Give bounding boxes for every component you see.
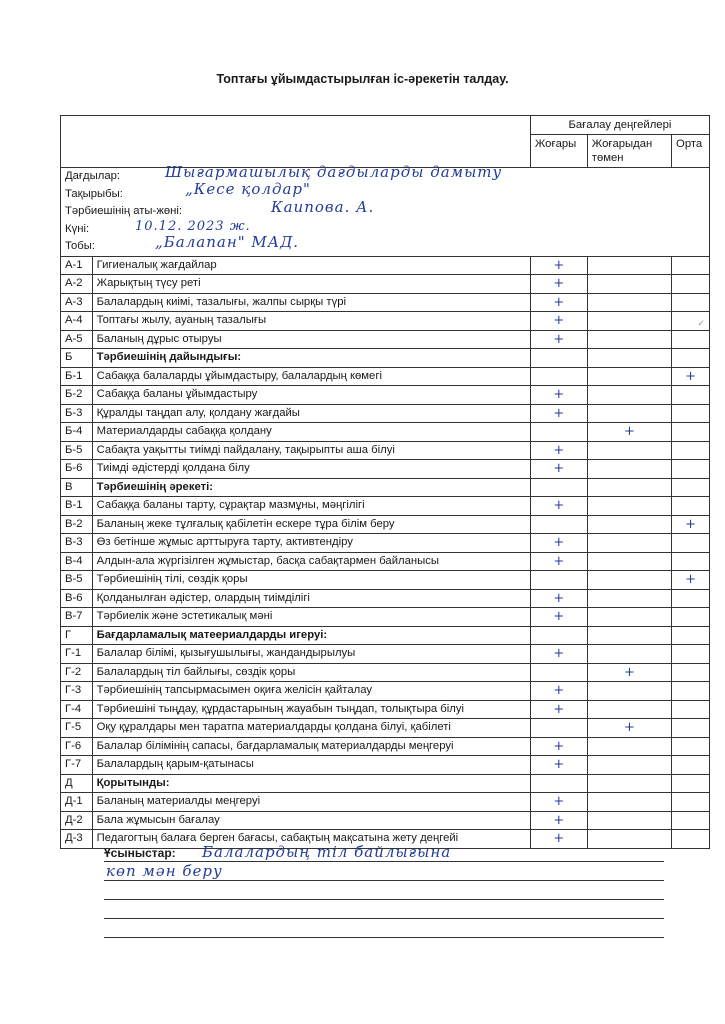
criterion-code: Г-1	[61, 645, 93, 664]
avg-mark-cell	[672, 404, 710, 423]
criterion-row	[61, 404, 710, 423]
avg-mark-cell	[672, 811, 710, 830]
date-value: 10.12. 2023 ж.	[135, 218, 251, 234]
date-filler	[530, 221, 709, 239]
criterion-text: Гигиеналық жағдайлар	[92, 256, 530, 275]
criterion-row	[61, 312, 710, 331]
criterion-text: Сабаққа баланы ұйымдастыру	[92, 386, 530, 405]
mid-mark-cell	[587, 386, 671, 405]
high-mark-cell	[530, 312, 587, 331]
avg-level-header: Орта	[672, 135, 710, 168]
criterion-code: Г-6	[61, 737, 93, 756]
avg-mark-cell	[672, 571, 710, 590]
high-mark-cell	[530, 515, 587, 534]
high-mark-cell	[530, 589, 587, 608]
criterion-code: Г-4	[61, 700, 93, 719]
mid-mark-cell	[587, 552, 671, 571]
check-mark: +	[553, 812, 565, 828]
mid-level-header-line1: Жоғарыдан	[591, 138, 653, 150]
group-label: Тобы:	[65, 240, 96, 253]
criterion-code: А-3	[61, 293, 93, 312]
criterion-row	[61, 811, 710, 830]
criterion-text: Балалардың тіл байлығы, сөздік қоры	[92, 663, 530, 682]
check-mark: +	[623, 664, 635, 680]
avg-mark-cell	[672, 349, 710, 368]
avg-mark-cell	[672, 515, 710, 534]
check-mark: +	[553, 757, 565, 773]
high-mark-cell	[530, 700, 587, 719]
avg-mark-cell	[672, 478, 710, 497]
criterion-text: Балалар білімінің сапасы, бағдарламалық материалдарды меңгеруі	[92, 737, 530, 756]
criterion-text: Тиімді әдістерді қолдана білу	[92, 460, 530, 479]
mid-mark-cell	[587, 497, 671, 516]
check-mark: +	[553, 313, 565, 329]
criterion-code: В-1	[61, 497, 93, 516]
avg-mark-cell	[672, 552, 710, 571]
topic-filler	[530, 186, 709, 204]
criterion-text: Сабаққа балаларды ұйымдастыру, балалардың көмегі	[92, 367, 530, 386]
criterion-code: В-4	[61, 552, 93, 571]
mid-mark-cell	[587, 478, 671, 497]
criterion-code: Д-2	[61, 811, 93, 830]
high-mark-cell	[530, 386, 587, 405]
mid-mark-cell	[587, 367, 671, 386]
criterion-text: Бала жұмысын бағалау	[92, 811, 530, 830]
criterion-row	[61, 645, 710, 664]
criterion-row	[61, 367, 710, 386]
high-mark-cell	[530, 460, 587, 479]
check-mark: +	[553, 701, 565, 717]
criterion-code: Б-3	[61, 404, 93, 423]
high-level-header: Жоғары	[530, 135, 587, 168]
criterion-code: Г	[61, 626, 93, 645]
recommendation-line-1	[104, 843, 664, 862]
table-header-row	[61, 116, 710, 135]
mid-mark-cell	[587, 256, 671, 275]
criterion-code: В-7	[61, 608, 93, 627]
criterion-text: Балалардың қарым-қатынасы	[92, 756, 530, 775]
avg-mark-cell	[672, 756, 710, 775]
section-title: Тәрбиешінің әрекеті:	[92, 478, 530, 497]
skills-row	[61, 168, 710, 186]
check-mark: +	[685, 572, 696, 588]
criterion-text: Тәрбиешіні тыңдау, құрдастарының жауабын тыңдап, толықтыра білуі	[92, 700, 530, 719]
criterion-text: Сабаққа баланы тарту, сұрақтар мазмұны, мәңгілігі	[92, 497, 530, 516]
avg-mark-cell	[672, 275, 710, 294]
recommendation-line-4	[104, 900, 664, 919]
criterion-text: Өз бетінше жұмыс арттыруға тарту, активтендіру	[92, 534, 530, 553]
criterion-code: В-3	[61, 534, 93, 553]
criterion-text: Тәрбиелік және эстетикалық мәні	[92, 608, 530, 627]
avg-mark-cell	[672, 460, 710, 479]
criterion-code: Г-5	[61, 719, 93, 738]
teacher-label: Тәрбиешінің аты-жөні:	[65, 205, 183, 218]
mid-mark-cell	[587, 682, 671, 701]
teacher-filler	[530, 203, 709, 221]
mid-mark-cell	[587, 589, 671, 608]
criterion-text: Топтағы жылу, ауаның тазалығы	[92, 312, 530, 331]
criterion-row	[61, 386, 710, 405]
avg-mark-cell	[672, 367, 710, 386]
avg-mark-cell	[672, 386, 710, 405]
mid-mark-cell	[587, 626, 671, 645]
group-filler	[530, 238, 709, 256]
recommendation-line-2	[104, 862, 664, 881]
avg-mark-cell	[672, 626, 710, 645]
mid-mark-cell	[587, 719, 671, 738]
high-mark-cell	[530, 349, 587, 368]
criterion-text: Балалар білімі, қызығушылығы, жандандырылуы	[92, 645, 530, 664]
avg-mark-cell	[672, 423, 710, 442]
mid-mark-cell	[587, 312, 671, 331]
check-mark: +	[553, 461, 565, 477]
teacher-cell	[61, 198, 531, 221]
criterion-code: А-2	[61, 275, 93, 294]
topic-label: Тақырыбы:	[65, 187, 123, 200]
high-mark-cell	[530, 626, 587, 645]
mid-mark-cell	[587, 608, 671, 627]
mid-mark-cell	[587, 571, 671, 590]
avg-mark-cell	[672, 441, 710, 460]
section-row	[61, 626, 710, 645]
avg-mark-cell	[672, 737, 710, 756]
criterion-row	[61, 663, 710, 682]
criterion-code: Г-2	[61, 663, 93, 682]
high-mark-cell	[530, 256, 587, 275]
recommendations-block	[104, 843, 664, 938]
criterion-text: Тәрбиешінің тапсырмасымен оқиға желісін қайталау	[92, 682, 530, 701]
criterion-row	[61, 700, 710, 719]
high-mark-cell	[530, 497, 587, 516]
criterion-code: Д	[61, 774, 93, 793]
criterion-code: В-6	[61, 589, 93, 608]
check-mark: +	[553, 535, 565, 551]
mid-mark-cell	[587, 330, 671, 349]
criterion-code: Б-1	[61, 367, 93, 386]
criterion-code: Б-2	[61, 386, 93, 405]
section-row	[61, 349, 710, 368]
criterion-row	[61, 608, 710, 627]
high-mark-cell	[530, 552, 587, 571]
criterion-text: Баланың жеке тұлғалық қабілетін ескере тұра білім беру	[92, 515, 530, 534]
teacher-value: Каипова. А.	[271, 198, 375, 216]
criterion-row	[61, 737, 710, 756]
avg-mark-cell	[672, 293, 710, 312]
check-mark: +	[553, 294, 565, 310]
high-mark-cell	[530, 478, 587, 497]
check-mark: +	[553, 331, 565, 347]
faint-mark-icon: ✓	[697, 318, 705, 328]
check-mark: +	[553, 257, 565, 273]
mid-mark-cell	[587, 423, 671, 442]
check-mark: +	[553, 609, 565, 625]
criterion-text: Тәрбиешінің тілі, сөздік қоры	[92, 571, 530, 590]
criterion-row	[61, 441, 710, 460]
avg-mark-cell	[672, 589, 710, 608]
check-mark: +	[553, 387, 565, 403]
criterion-row	[61, 552, 710, 571]
criterion-text: Материалдарды сабаққа қолдану	[92, 423, 530, 442]
high-mark-cell	[530, 645, 587, 664]
high-mark-cell	[530, 534, 587, 553]
topic-value: „Кесе қолдар"	[185, 179, 311, 198]
recommendations-label: Ұсыныстар:	[104, 846, 176, 860]
avg-mark-cell	[672, 719, 710, 738]
high-mark-cell	[530, 774, 587, 793]
high-mark-cell	[530, 275, 587, 294]
high-mark-cell	[530, 571, 587, 590]
criterion-code: Б	[61, 349, 93, 368]
criterion-code: Г-3	[61, 682, 93, 701]
mid-mark-cell	[587, 774, 671, 793]
criterion-row	[61, 515, 710, 534]
criterion-code: В-5	[61, 571, 93, 590]
skills-value: Шығармашылық дағдыларды дамыту	[165, 163, 503, 181]
criterion-row	[61, 719, 710, 738]
mid-mark-cell	[587, 534, 671, 553]
high-mark-cell	[530, 608, 587, 627]
high-mark-cell	[530, 737, 587, 756]
check-mark: +	[553, 498, 565, 514]
criterion-row	[61, 793, 710, 812]
criterion-row	[61, 534, 710, 553]
criterion-text: Педагогтың балаға берген бағасы, сабақтың мақсатына жету деңгейі	[92, 830, 530, 849]
check-mark: +	[685, 368, 696, 384]
mid-mark-cell	[587, 349, 671, 368]
group-cell	[61, 233, 531, 256]
section-title: Бағдарламалық матеериалдарды игеруі:	[92, 626, 530, 645]
check-mark: +	[553, 553, 565, 569]
mid-mark-cell	[587, 404, 671, 423]
recommendation-text-1: Балалардың тіл байлығына	[202, 843, 452, 861]
skills-filler	[530, 168, 709, 186]
recommendation-line-3	[104, 881, 664, 900]
high-mark-cell	[530, 719, 587, 738]
criterion-code: А-5	[61, 330, 93, 349]
evaluation-table	[60, 115, 710, 849]
criterion-code: Б-6	[61, 460, 93, 479]
criterion-row	[61, 293, 710, 312]
criterion-row	[61, 589, 710, 608]
criterion-text: Сабақта уақытты тиімді пайдалану, тақырыпты аша білуі	[92, 441, 530, 460]
section-row	[61, 478, 710, 497]
criterion-row	[61, 330, 710, 349]
recommendation-text-2: көп мән беру	[106, 862, 223, 880]
high-mark-cell	[530, 663, 587, 682]
group-row	[61, 238, 710, 256]
criterion-code: Д-3	[61, 830, 93, 849]
criterion-row	[61, 571, 710, 590]
high-mark-cell	[530, 423, 587, 442]
mid-mark-cell	[587, 293, 671, 312]
criterion-code: В-2	[61, 515, 93, 534]
section-title: Қорытынды:	[92, 774, 530, 793]
criterion-code: В	[61, 478, 93, 497]
skills-label: Дағдылар:	[65, 170, 121, 183]
criterion-code: Д-1	[61, 793, 93, 812]
check-mark: +	[553, 442, 565, 458]
criterion-text: Балалардың киімі, тазалығы, жалпы сырқы түрі	[92, 293, 530, 312]
mid-mark-cell	[587, 700, 671, 719]
criterion-text: Баланың дұрыс отыруы	[92, 330, 530, 349]
avg-mark-cell	[672, 534, 710, 553]
mid-level-header-line2: төмен	[591, 152, 624, 164]
section-row	[61, 774, 710, 793]
date-label: Күні:	[65, 222, 90, 235]
check-mark: +	[553, 831, 565, 847]
mid-mark-cell	[587, 811, 671, 830]
criterion-code: А-4	[61, 312, 93, 331]
high-mark-cell	[530, 811, 587, 830]
check-mark: +	[553, 590, 565, 606]
avg-mark-cell	[672, 608, 710, 627]
criterion-code: Г-7	[61, 756, 93, 775]
avg-mark-cell	[672, 700, 710, 719]
criterion-text: Құралды таңдап алу, қолдану жағдайы	[92, 404, 530, 423]
check-mark: +	[553, 646, 565, 662]
avg-mark-cell	[672, 830, 710, 849]
criterion-row	[61, 497, 710, 516]
avg-mark-cell	[672, 682, 710, 701]
criterion-row	[61, 460, 710, 479]
mid-mark-cell	[587, 737, 671, 756]
mid-mark-cell	[587, 275, 671, 294]
criterion-row	[61, 682, 710, 701]
check-mark: +	[553, 405, 565, 421]
check-mark: +	[623, 424, 635, 440]
check-mark: +	[623, 720, 635, 736]
avg-mark-cell	[672, 256, 710, 275]
high-mark-cell	[530, 367, 587, 386]
criterion-code: Б-4	[61, 423, 93, 442]
high-mark-cell	[530, 441, 587, 460]
mid-mark-cell	[587, 756, 671, 775]
criterion-text: Қолданылған әдістер, олардың тиімділігі	[92, 589, 530, 608]
rating-levels-header: Бағалау деңгейлері	[530, 116, 709, 135]
mid-mark-cell	[587, 441, 671, 460]
criterion-text: Оқу құралдары мен таратпа материалдарды қолдана білуі, қабілеті	[92, 719, 530, 738]
mid-mark-cell	[587, 645, 671, 664]
criterion-row	[61, 756, 710, 775]
criterion-row	[61, 275, 710, 294]
check-mark: +	[553, 738, 565, 754]
check-mark: +	[685, 516, 696, 532]
page-title: Топтағы ұйымдастырылған іс-әрекетін талдау.	[216, 72, 509, 86]
avg-mark-cell	[672, 330, 710, 349]
mid-mark-cell	[587, 515, 671, 534]
criterion-code: А-1	[61, 256, 93, 275]
avg-mark-cell	[672, 774, 710, 793]
criterion-text: Баланың материалды меңгеруі	[92, 793, 530, 812]
criterion-code: Б-5	[61, 441, 93, 460]
group-value: „Балапан" МАД.	[155, 233, 300, 251]
high-mark-cell	[530, 793, 587, 812]
check-mark: +	[553, 683, 565, 699]
high-mark-cell	[530, 756, 587, 775]
avg-mark-cell	[672, 793, 710, 812]
criterion-row	[61, 256, 710, 275]
avg-mark-cell	[672, 497, 710, 516]
high-mark-cell	[530, 404, 587, 423]
header-blank-cell	[61, 116, 531, 168]
check-mark: +	[553, 794, 565, 810]
high-mark-cell	[530, 293, 587, 312]
mid-mark-cell	[587, 460, 671, 479]
avg-mark-cell	[672, 663, 710, 682]
check-mark: +	[553, 276, 565, 292]
avg-mark-cell	[672, 645, 710, 664]
high-mark-cell	[530, 330, 587, 349]
high-mark-cell	[530, 682, 587, 701]
criterion-text: Жарықтың түсу реті	[92, 275, 530, 294]
mid-level-header	[587, 135, 671, 168]
section-title: Тәрбиешінің дайындығы:	[92, 349, 530, 368]
mid-mark-cell	[587, 663, 671, 682]
criterion-text: Алдын-ала жүргізілген жұмыстар, басқа сабақтармен байланысы	[92, 552, 530, 571]
recommendation-line-5	[104, 919, 664, 938]
criterion-row	[61, 423, 710, 442]
mid-mark-cell	[587, 793, 671, 812]
topic-row	[61, 186, 710, 204]
